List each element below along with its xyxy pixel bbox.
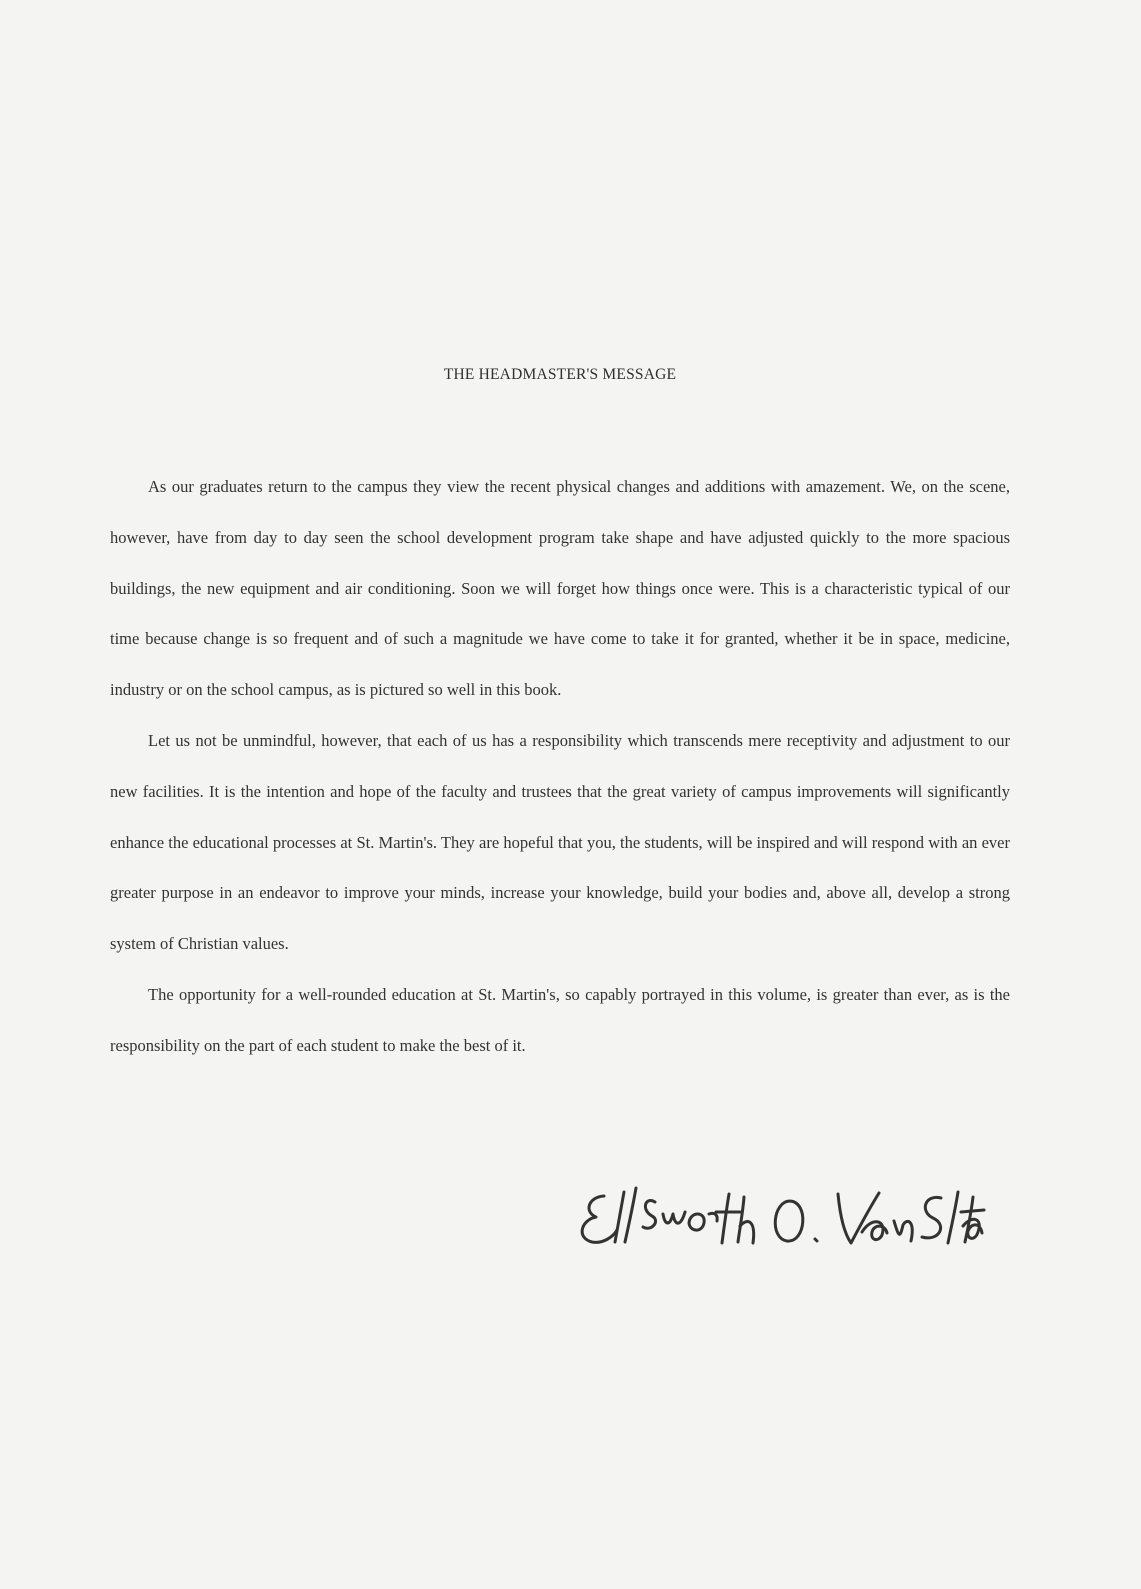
message-body: [110, 462, 1010, 1072]
page-title: THE HEADMASTER'S MESSAGE: [443, 366, 677, 383]
paragraph-1: As our graduates return to the campus they view the recent physical changes and additions with amazement. We, on the scene, however, have from day to day seen the school development program take shape and have adjusted quickly to the more spacious buildings, the new equipment and air conditioning. Soon we will forget how things once were. This is a characteristic typical of our time because change is so frequent and of such a magnitude we have come to take it for granted, whether it be in space, medicine, industry or on the school campus, as is pictured so well in this book.: [110, 477, 1010, 700]
handwritten-signature: [566, 1181, 986, 1261]
paragraph-2: Let us not be unmindful, however, that each of us has a responsibility which transcends mere receptivity and adjustment to our new facilities. It is the intention and hope of the faculty and trustees that the great variety of campus improvements will significantly enhance the educational processes at St. Martin's. They are hopeful that you, the students, will be inspired and will respond with an ever greater purpose in an endeavor to improve your minds, increase your knowledge, build your bodies and, above all, develop a strong system of Christian values.: [110, 730, 1010, 954]
paragraph-3: The opportunity for a well-rounded education at St. Martin's, so capably portrayed in this volume, is greater than ever, as is the responsibility on the part of each student to make the best of it.: [110, 984, 1010, 1055]
